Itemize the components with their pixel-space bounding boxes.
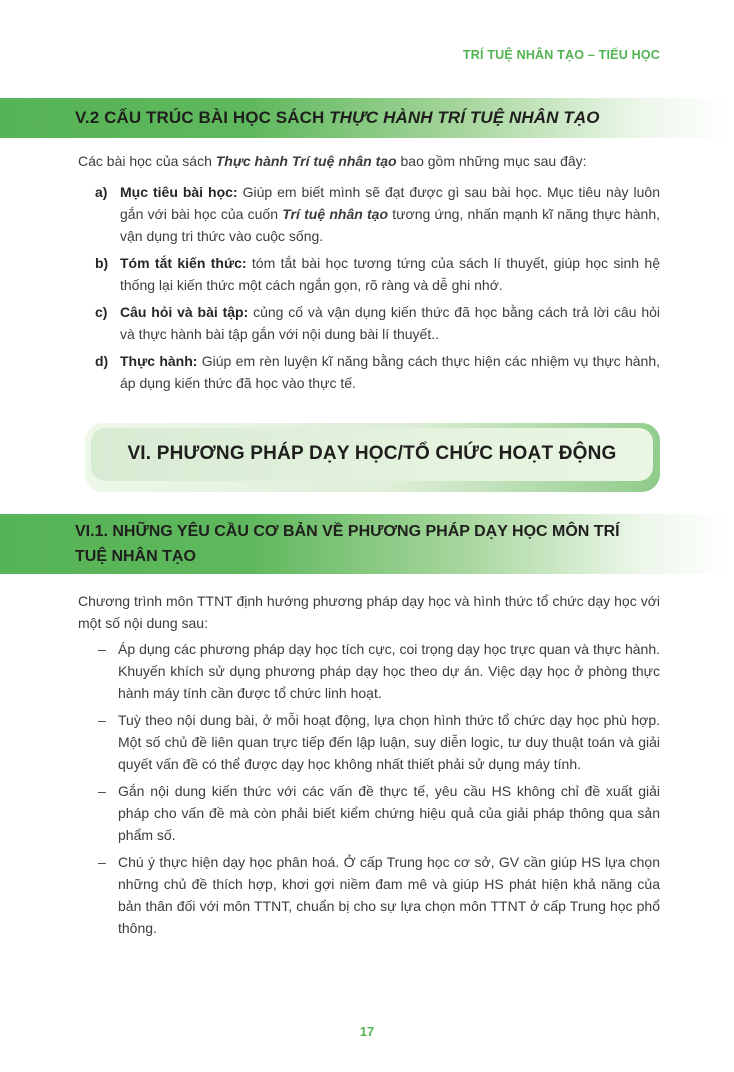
list-item-c — [95, 301, 660, 345]
list-item-marker: a) — [95, 184, 108, 200]
section-v2-title — [75, 108, 600, 128]
list-item-marker: c) — [95, 304, 108, 320]
list-item-body: Giúp em biết mình sẽ đạt được gì sau bài học. Mục tiêu này luôn gắn với bài học của cuốn — [120, 184, 661, 222]
list-item-marker: d) — [95, 353, 109, 369]
bullet-item — [98, 709, 660, 775]
list-item-label: Mục tiêu bài học: — [120, 184, 238, 200]
section-vi1-bar — [0, 514, 734, 574]
list-item-body: Giúp em rèn luyện kĩ năng bằng cách thực hiện các nhiệm vụ thực hành, áp dụng kiến thức đã học vào thực tế. — [120, 353, 660, 391]
page-number: 17 — [359, 1024, 375, 1039]
bullet-text: Chú ý thực hiện dạy học phân hoá. Ở cấp Trung học cơ sở, GV cần giúp HS lựa chọn những chủ đề thích hợp, khơi gợi niềm đam mê và giúp HS phát hiện khả năng của bản thân đối với môn TTNT, chuẩn bị cho sự lựa chọn môn TTNT ở cấp Trung học phổ thông. — [118, 854, 660, 936]
dash-marker: – — [98, 854, 106, 870]
list-item-marker: b) — [95, 255, 109, 271]
list-item-text — [120, 350, 660, 394]
list-item-body: củng cố và vận dụng kiến thức đã học bằng cách trả lời câu hỏi và thực hành bài tập gắn với nội dung bài lí thuyết.. — [120, 304, 661, 342]
bullet-text: Áp dụng các phương pháp dạy học tích cực, coi trọng dạy học trực quan và thực hành. Khuyến khích sử dụng phương pháp dạy học theo dự án. Việc dạy học ở phòng thực hành máy tính cần được tổ chức linh hoạt. — [118, 641, 660, 701]
list-item-body-2: tương ứng, nhấn mạnh kĩ năng thực hành, vận dụng tri thức vào cuộc sống. — [120, 206, 660, 244]
section-vi-banner-title: VI. PHƯƠNG PHÁP DẠY HỌC/TỔ CHỨC HOẠT ĐỘNG — [127, 443, 617, 464]
intro-paragraph — [78, 150, 660, 172]
intro-book-title: Thực hành Trí tuệ nhân tạo — [215, 153, 397, 169]
bullet-text: Gắn nội dung kiến thức với các vấn đề thực tế, yêu cầu HS không chỉ đề xuất giải pháp cho vấn đề mà còn phải biết kiểm chứng hiệu quả của giải pháp thông qua sản phẩm số. — [118, 783, 660, 843]
section-v2-title-italic: THỰC HÀNH TRÍ TUỆ NHÂN TẠO — [329, 108, 600, 127]
list-item-b — [95, 252, 660, 296]
section-vi-banner — [85, 423, 660, 492]
list-item-label: Tóm tắt kiến thức: — [120, 255, 247, 271]
vi1-bullet-list — [98, 638, 660, 939]
intro-prefix: Các bài học của sách — [78, 153, 216, 169]
bullet-item — [98, 851, 660, 939]
list-item-d — [95, 350, 660, 394]
dash-marker: – — [98, 783, 106, 799]
list-item-text — [120, 301, 660, 345]
section-v2-title-prefix: V.2 CẤU TRÚC BÀI HỌC SÁCH — [75, 108, 330, 127]
dash-marker: – — [98, 641, 106, 657]
bullet-text: Tuỳ theo nội dung bài, ở mỗi hoạt động, lựa chọn hình thức tổ chức dạy học phù hợp. Một số chủ đề liên quan trực tiếp đến lập luận, suy diễn logic, tư duy thuật toán và giải quyết vấn đề có thể được dạy học không nhất thiết phải sử dụng máy tính. — [118, 712, 660, 772]
dash-marker: – — [98, 712, 106, 728]
list-item-label: Thực hành: — [120, 353, 198, 369]
list-item-a — [95, 181, 660, 247]
list-item-text — [120, 181, 660, 247]
section-vi1-title: VI.1. NHỮNG YÊU CẦU CƠ BẢN VỀ PHƯƠNG PHÁP DẠY HỌC MÔN TRÍ TUỆ NHÂN TẠO — [75, 523, 620, 565]
bullet-item — [98, 780, 660, 846]
page-header-tag: TRÍ TUỆ NHÂN TẠO – TIỂU HỌC — [462, 48, 660, 62]
list-item-text — [120, 252, 660, 296]
list-item-body: tóm tắt bài học tương tứng của sách lí thuyết, giúp học sinh hệ thống lại kiến thức một cách ngắn gọn, rõ ràng và dễ ghi nhớ. — [120, 255, 660, 293]
list-item-book-title: Trí tuệ nhân tạo — [282, 206, 389, 222]
section-v2-bar — [0, 98, 734, 138]
intro-suffix: bao gồm những mục sau đây: — [396, 153, 587, 169]
section-vi-banner-face — [91, 428, 653, 481]
vi1-intro-paragraph: Chương trình môn TTNT định hướng phương pháp dạy học và hình thức tổ chức dạy học với một số nội dung sau: — [78, 593, 660, 631]
lesson-structure-list — [95, 181, 660, 394]
bullet-item — [98, 638, 660, 704]
list-item-label: Câu hỏi và bài tập: — [120, 304, 249, 320]
